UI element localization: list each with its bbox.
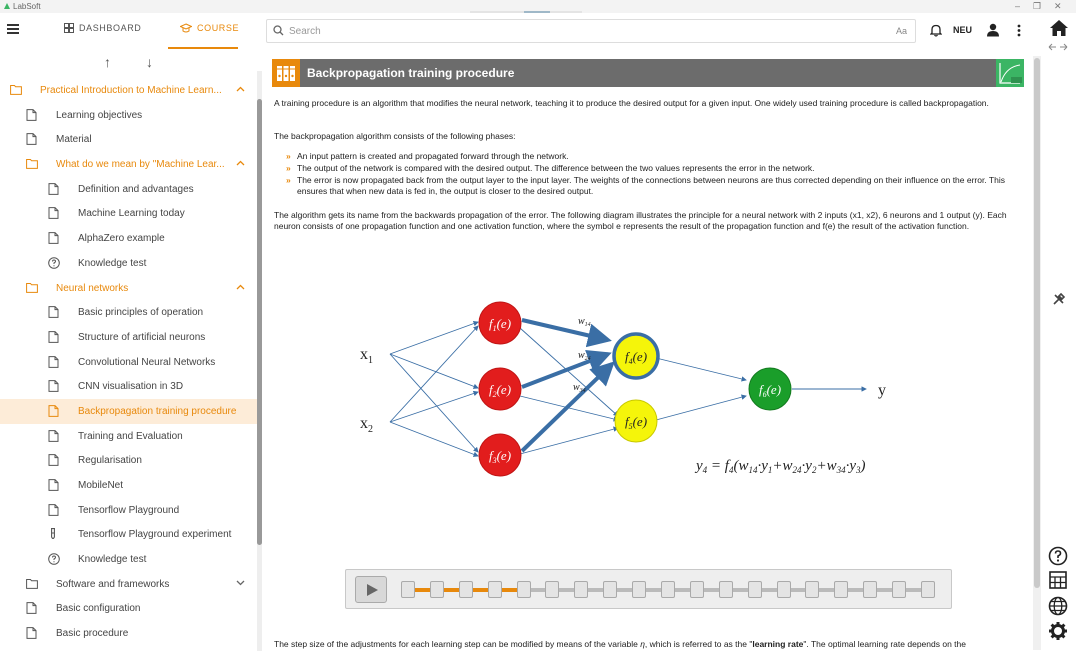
step-button[interactable] <box>834 581 848 598</box>
tree-item[interactable] <box>0 127 257 152</box>
page-icon <box>48 380 60 392</box>
step-button[interactable] <box>719 581 733 598</box>
input-x2-label: $x_2$ <box>360 415 373 435</box>
weight-w14-label: $w_{14}$ <box>578 316 591 328</box>
forward-formula: $y_4 = f_4(w_{14}\cdot y_1+w_{24}\cdot y_2+w_{34}\cdot y_3)$ <box>696 458 866 475</box>
step-button[interactable] <box>892 581 906 598</box>
tree-item[interactable] <box>0 498 257 523</box>
calculator-icon[interactable] <box>1049 571 1067 589</box>
tree-folder[interactable] <box>0 78 257 103</box>
step-button[interactable] <box>401 581 415 598</box>
globe-icon[interactable] <box>1048 596 1068 616</box>
backprop-diagram <box>346 292 906 492</box>
learning-rate-text: The step size of the adjustments for each learning step can be modified by means of the variable η, which is referred to as the "learning rate". The optimal learning rate depends on the <box>274 639 966 649</box>
folder-icon <box>10 84 22 96</box>
tab-dashboard-label: DASHBOARD <box>79 23 142 33</box>
tab-dashboard[interactable] <box>64 23 141 33</box>
phases-list <box>286 151 1014 198</box>
page-icon <box>48 306 60 318</box>
graduation-cap-icon <box>180 23 192 33</box>
edge-x2-n1 <box>390 326 478 422</box>
page-icon <box>48 331 60 343</box>
page-title: Backpropagation training procedure <box>307 66 515 80</box>
edge-n3-n4 <box>522 364 612 451</box>
tree-item[interactable] <box>0 177 257 202</box>
tree-item-label: Material <box>56 134 92 146</box>
tree-folder[interactable] <box>0 572 257 597</box>
tree-item[interactable] <box>0 374 257 399</box>
page-icon <box>48 356 60 368</box>
weight-w24-label: $w_{24}$ <box>578 350 591 362</box>
app-title: LabSoft <box>13 2 41 11</box>
page-icon <box>26 627 38 639</box>
page-header <box>272 59 1024 87</box>
folder-icon <box>26 578 38 590</box>
chevron-up-icon[interactable] <box>236 282 245 292</box>
step-button[interactable] <box>632 581 646 598</box>
step-button[interactable] <box>863 581 877 598</box>
more-vert-icon[interactable] <box>1017 24 1021 37</box>
neuron-f4 <box>614 334 658 378</box>
tree-item[interactable] <box>0 473 257 498</box>
tree-item-label: Training and Evaluation <box>78 430 183 442</box>
page-icon <box>48 479 60 491</box>
edge-x1-n2 <box>390 354 478 388</box>
tree-item-label: Regularisation <box>78 455 142 467</box>
menu-icon[interactable] <box>7 24 19 34</box>
neuron-f3 <box>479 434 521 476</box>
tree-item[interactable] <box>0 596 257 621</box>
tree-item-label: Tensorflow Playground experiment <box>78 529 232 541</box>
window-titlebar <box>0 0 1076 13</box>
question-icon <box>48 257 60 269</box>
search-box <box>266 19 916 43</box>
labsoft-logo-icon <box>3 2 11 10</box>
home-icon[interactable] <box>1049 19 1069 37</box>
tree-item[interactable] <box>0 201 257 226</box>
page-icon <box>48 207 60 219</box>
step-button[interactable] <box>574 581 588 598</box>
tree-item-label: Software and frameworks <box>56 578 170 590</box>
tree-item-label: Backpropagation training procedure <box>78 405 237 417</box>
tab-course-label: COURSE <box>197 23 240 33</box>
page-icon <box>26 602 38 614</box>
tools-icon[interactable] <box>1052 292 1066 306</box>
edge-x1-n3 <box>390 354 478 452</box>
tree-item-label: Structure of artificial neurons <box>78 331 206 343</box>
svg-text:f4(e): $f_4(e)$ <box>624 349 648 366</box>
tree-item-label: Definition and advantages <box>78 183 194 195</box>
tree-item-label: Basic configuration <box>56 603 141 615</box>
chevron-down-icon[interactable] <box>236 578 245 588</box>
tree-item[interactable] <box>0 522 257 547</box>
tree-item[interactable] <box>0 103 257 128</box>
step-button[interactable] <box>459 581 473 598</box>
edge-x1-n1 <box>390 322 478 354</box>
tree-folder[interactable] <box>0 152 257 177</box>
neuron-f1 <box>479 302 521 344</box>
tree-item[interactable] <box>0 350 257 375</box>
chevron-up-icon[interactable] <box>236 84 245 94</box>
sidebar-scrollbar[interactable] <box>257 71 262 651</box>
weight-w34-label: $w_{34}$ <box>573 382 586 394</box>
list-item: » The output of the network is compared with the desired output. The difference between the two values represents the error in the network. <box>286 163 1014 174</box>
tree-item-label: Neural networks <box>56 282 129 294</box>
tab-course[interactable] <box>180 23 239 33</box>
neuron-f6 <box>749 368 791 410</box>
page-icon <box>48 183 60 195</box>
step-button[interactable] <box>777 581 791 598</box>
test-tube-icon <box>48 528 60 540</box>
neuron-f2 <box>479 368 521 410</box>
step-button[interactable] <box>805 581 819 598</box>
step-button[interactable] <box>661 581 675 598</box>
diagram-description: The algorithm gets its name from the backwards propagation of the error. The following diagram illustrates the principle for a neural network with 2 inputs (x1, x2), 6 neurons and 1 output (y). Each neuron consists of one propagation function and one activation function, where the symbol e represents the result of the propagation function and f(e) the result of the activation function. <box>274 210 1007 232</box>
step-button[interactable] <box>488 581 502 598</box>
match-case-toggle[interactable]: Aa <box>895 26 907 36</box>
folder-icon <box>26 282 38 294</box>
svg-text:f1(e): $f_1(e)$ <box>488 316 512 333</box>
page-icon <box>48 430 60 442</box>
tree-item-label: What do we mean by "Machine Lear... <box>56 159 225 171</box>
content-scrollbar-thumb[interactable] <box>1034 58 1040 588</box>
page-icon <box>48 405 60 417</box>
step-button[interactable] <box>748 581 762 598</box>
restore-icon[interactable]: ❐ <box>1033 1 1042 11</box>
list-item: » The error is now propagated back from the output layer to the input layer. The weights of the connections between neurons are thus corrected depending on their influence on the error. This ensures that when new data is fed in, the output is closer to the desired output. <box>286 175 1014 196</box>
search-icon <box>273 25 284 36</box>
pid-logo-icon <box>996 59 1024 87</box>
step-button[interactable] <box>921 581 935 598</box>
list-item: » An input pattern is created and propagated forward through the network. <box>286 151 1014 162</box>
step-button[interactable] <box>545 581 559 598</box>
play-button[interactable] <box>355 576 387 603</box>
chevron-up-icon[interactable] <box>236 158 245 168</box>
output-y-label: y <box>878 382 886 399</box>
tree-item-label: Convolutional Neural Networks <box>78 356 216 368</box>
phases-intro-text: The backpropagation algorithm consists of the following phases: <box>274 131 516 141</box>
edge-n4-n6 <box>656 358 746 380</box>
arrow-up-icon[interactable]: ↑ <box>104 54 111 70</box>
settings-icon[interactable] <box>1048 621 1068 641</box>
svg-text:f3(e): $f_3(e)$ <box>488 448 512 465</box>
step-button[interactable] <box>603 581 617 598</box>
page-icon <box>48 232 60 244</box>
tree-item[interactable] <box>0 448 257 473</box>
edge-x2-n3 <box>390 422 478 456</box>
tree-item-label: Knowledge test <box>78 257 147 269</box>
tree-item-label: Machine Learning today <box>78 208 185 220</box>
course-tree <box>0 78 257 646</box>
chapter-badge <box>272 59 300 87</box>
svg-text:f5(e): $f_5(e)$ <box>624 414 648 431</box>
help-icon[interactable] <box>1048 546 1068 566</box>
tree-item-label: Basic procedure <box>56 628 129 640</box>
page-icon <box>48 504 60 516</box>
folder-icon <box>26 158 38 170</box>
tree-item-label: Learning objectives <box>56 109 143 121</box>
sidebar-scrollbar-thumb[interactable] <box>257 99 262 545</box>
minimize-icon[interactable]: – <box>1015 1 1021 11</box>
tree-item-label: AlphaZero example <box>78 233 165 245</box>
arrow-down-icon[interactable]: ↓ <box>146 54 153 70</box>
binders-icon <box>276 64 296 82</box>
step-button[interactable] <box>690 581 704 598</box>
content-area <box>266 52 1032 650</box>
tree-item-label: MobileNet <box>78 480 124 491</box>
tree-item[interactable] <box>0 424 257 449</box>
tree-item[interactable] <box>0 226 257 251</box>
tree-item-label: Practical Introduction to Machine Learn... <box>40 85 222 96</box>
back-forward-icon[interactable] <box>1048 42 1068 52</box>
tree-item-label: Basic principles of operation <box>78 307 204 319</box>
sidebar <box>0 13 262 650</box>
highlighted-connections <box>522 320 612 451</box>
tree-item[interactable] <box>0 399 257 424</box>
step-button[interactable] <box>517 581 531 598</box>
play-icon <box>367 584 378 596</box>
animation-player <box>345 569 952 609</box>
tree-item[interactable] <box>0 251 257 276</box>
page-icon <box>48 454 60 466</box>
page-icon <box>26 133 38 145</box>
user-icon[interactable] <box>986 23 1000 37</box>
content-scrollbar[interactable] <box>1033 56 1041 650</box>
tree-item[interactable] <box>0 325 257 350</box>
intro-text: A training procedure is an algorithm that modifies the neural network, teaching it to produce the desired output for a given input. One widely used training procedure is called backpropagation. <box>274 98 989 108</box>
question-icon <box>48 553 60 565</box>
active-tab-underline <box>168 47 238 49</box>
tree-item-label: CNN visualisation in 3D <box>78 381 184 393</box>
bell-icon[interactable] <box>930 24 942 37</box>
tree-item[interactable] <box>0 621 257 646</box>
language-button[interactable]: NEU <box>953 25 973 35</box>
edge-n1-n4 <box>522 320 608 340</box>
svg-text:f6(e): $f_6(e)$ <box>758 382 782 399</box>
input-x1-label: $x_1$ <box>360 346 373 366</box>
window-tab-indicator <box>470 11 582 13</box>
search-input[interactable] <box>289 24 879 39</box>
tree-folder[interactable] <box>0 276 257 301</box>
edge-n5-n6 <box>656 396 746 420</box>
svg-text:f2(e): $f_2(e)$ <box>488 382 512 399</box>
page-icon <box>26 109 38 121</box>
close-icon[interactable]: ✕ <box>1054 1 1062 11</box>
tree-item-label: Knowledge test <box>78 554 147 566</box>
step-button[interactable] <box>430 581 444 598</box>
tree-item[interactable] <box>0 300 257 325</box>
neuron-f5 <box>615 400 657 442</box>
tree-item-label: Tensorflow Playground <box>78 504 180 516</box>
dashboard-icon <box>64 23 74 33</box>
tree-item[interactable] <box>0 547 257 572</box>
